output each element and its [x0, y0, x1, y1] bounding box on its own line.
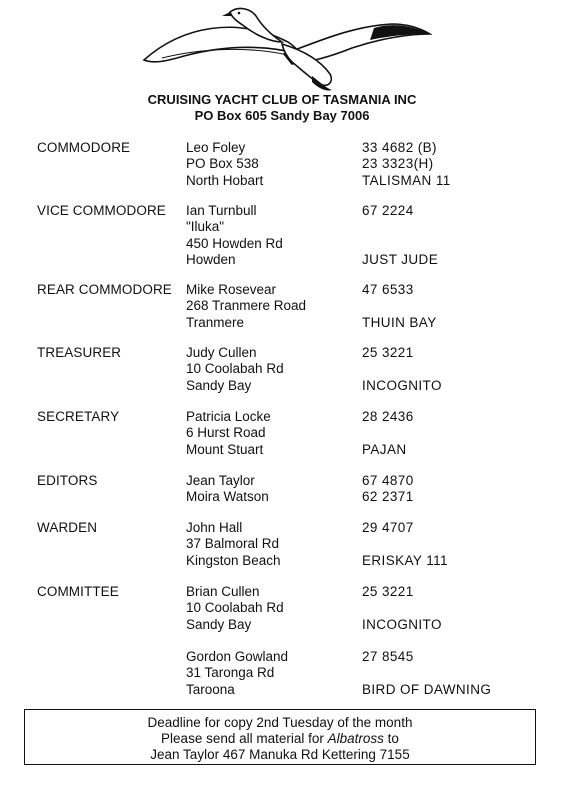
officer-detail: Judy Cullen: [186, 345, 257, 360]
officer-detail: Howden: [186, 251, 236, 267]
officer-detail: Sandy Bay: [186, 616, 252, 632]
officer-detail: 268 Tranmere Road: [186, 298, 307, 314]
officer-detail: 450 Howden Rd: [186, 235, 283, 251]
officer-line: [0, 173, 564, 189]
officer-phone-or-yacht: TALISMAN 11: [362, 172, 451, 188]
officer-detail: 31 Taronga Rd: [186, 665, 275, 681]
officer-detail: Jean Taylor: [186, 473, 255, 488]
officer-line: [0, 203, 564, 219]
officer-line: [0, 315, 564, 331]
officer-detail: Leo Foley: [186, 140, 246, 155]
club-name: CRUISING YACHT CLUB OF TASMANIA INC: [147, 92, 417, 107]
deadline-line-1: Deadline for copy 2nd Tuesday of the month: [147, 715, 413, 730]
officer-phone-or-yacht: 25 3221: [362, 584, 414, 599]
club-address: PO Box 605 Sandy Bay 7006: [194, 108, 370, 123]
officer-detail: Tranmere: [186, 314, 245, 330]
officer-detail: 37 Balmoral Rd: [186, 536, 280, 552]
officer-line: [0, 378, 564, 394]
officer-line: [0, 600, 564, 616]
officer-phone-or-yacht: 67 4870: [362, 473, 414, 488]
officer-role: TREASURER: [37, 345, 122, 360]
officer-role: WARDEN: [37, 520, 98, 535]
deadline-line-3: Jean Taylor 467 Manuka Rd Kettering 7155: [150, 747, 410, 762]
officer-detail: Mike Rosevear: [186, 282, 277, 297]
officer-line: [0, 298, 564, 314]
officer-line: [0, 584, 564, 600]
officer-phone-or-yacht: 47 6533: [362, 282, 414, 297]
officer-line: [0, 682, 564, 698]
officer-detail: Taroona: [186, 681, 235, 697]
officer-phone-or-yacht: INCOGNITO: [362, 616, 442, 632]
officer-line: [0, 425, 564, 441]
officer-line: [0, 617, 564, 633]
officer-line: [0, 236, 564, 252]
club-heading: [0, 92, 564, 124]
officer-line: [0, 649, 564, 665]
deadline-notice: [24, 709, 536, 765]
officer-detail: Brian Cullen: [186, 584, 260, 599]
officer-detail: Mount Stuart: [186, 441, 264, 457]
officer-detail: PO Box 538: [186, 156, 259, 172]
albatross-title: Albatross: [327, 731, 384, 746]
officer-line: [0, 156, 564, 172]
officer-line: [0, 489, 564, 505]
officer-line: [0, 219, 564, 235]
officer-role: COMMITTEE: [37, 584, 119, 599]
officer-line: [0, 345, 564, 361]
officer-line: [0, 252, 564, 268]
officer-role: EDITORS: [37, 473, 98, 488]
officer-detail: 10 Coolabah Rd: [186, 361, 284, 377]
officer-line: [0, 409, 564, 425]
officer-phone-or-yacht: 29 4707: [362, 520, 414, 535]
officer-role: REAR COMMODORE: [37, 282, 172, 297]
officer-line: [0, 442, 564, 458]
officer-role: VICE COMMODORE: [37, 203, 166, 218]
officer-detail: John Hall: [186, 520, 243, 535]
officer-phone-or-yacht: PAJAN: [362, 441, 407, 457]
officer-phone-or-yacht: 25 3221: [362, 345, 414, 360]
officer-role: COMMODORE: [37, 140, 131, 155]
officer-phone-or-yacht: JUST JUDE: [362, 251, 439, 267]
officer-detail: Kingston Beach: [186, 552, 281, 568]
officer-phone-or-yacht: ERISKAY 111: [362, 552, 448, 568]
officer-phone-or-yacht: 67 2224: [362, 203, 414, 218]
officer-phone-or-yacht: 23 3323(H): [362, 156, 434, 172]
officer-line: [0, 140, 564, 156]
officer-detail: Patricia Locke: [186, 409, 271, 424]
officer-role: SECRETARY: [37, 409, 120, 424]
officer-line: [0, 553, 564, 569]
officer-detail: North Hobart: [186, 172, 264, 188]
deadline-line-2: [25, 731, 535, 747]
officer-phone-or-yacht: INCOGNITO: [362, 377, 442, 393]
officer-phone-or-yacht: 27 8545: [362, 649, 414, 664]
deadline-line-2-after: to: [383, 731, 399, 746]
officer-detail: Ian Turnbull: [186, 203, 257, 218]
officer-line: [0, 473, 564, 489]
officer-detail: 10 Coolabah Rd: [186, 600, 284, 616]
officer-detail: Sandy Bay: [186, 377, 252, 393]
officer-detail: "Iluka": [186, 219, 225, 235]
officer-phone-or-yacht: 62 2371: [362, 489, 414, 505]
deadline-line-2-before: Please send all material for: [161, 731, 328, 746]
officer-line: [0, 361, 564, 377]
albatross-logo: [142, 4, 432, 94]
officer-phone-or-yacht: 28 2436: [362, 409, 414, 424]
officer-line: [0, 282, 564, 298]
officer-line: [0, 665, 564, 681]
officer-detail: 6 Hurst Road: [186, 425, 266, 441]
officer-phone-or-yacht: BIRD OF DAWNING: [362, 681, 492, 697]
officer-line: [0, 520, 564, 536]
right-wing-tip: [370, 25, 430, 40]
bird-eye: [238, 12, 241, 15]
officer-phone-or-yacht: 33 4682 (B): [362, 140, 437, 155]
officer-phone-or-yacht: THUIN BAY: [362, 314, 437, 330]
officer-detail: Moira Watson: [186, 489, 269, 505]
officer-detail: Gordon Gowland: [186, 649, 289, 664]
officer-line: [0, 536, 564, 552]
